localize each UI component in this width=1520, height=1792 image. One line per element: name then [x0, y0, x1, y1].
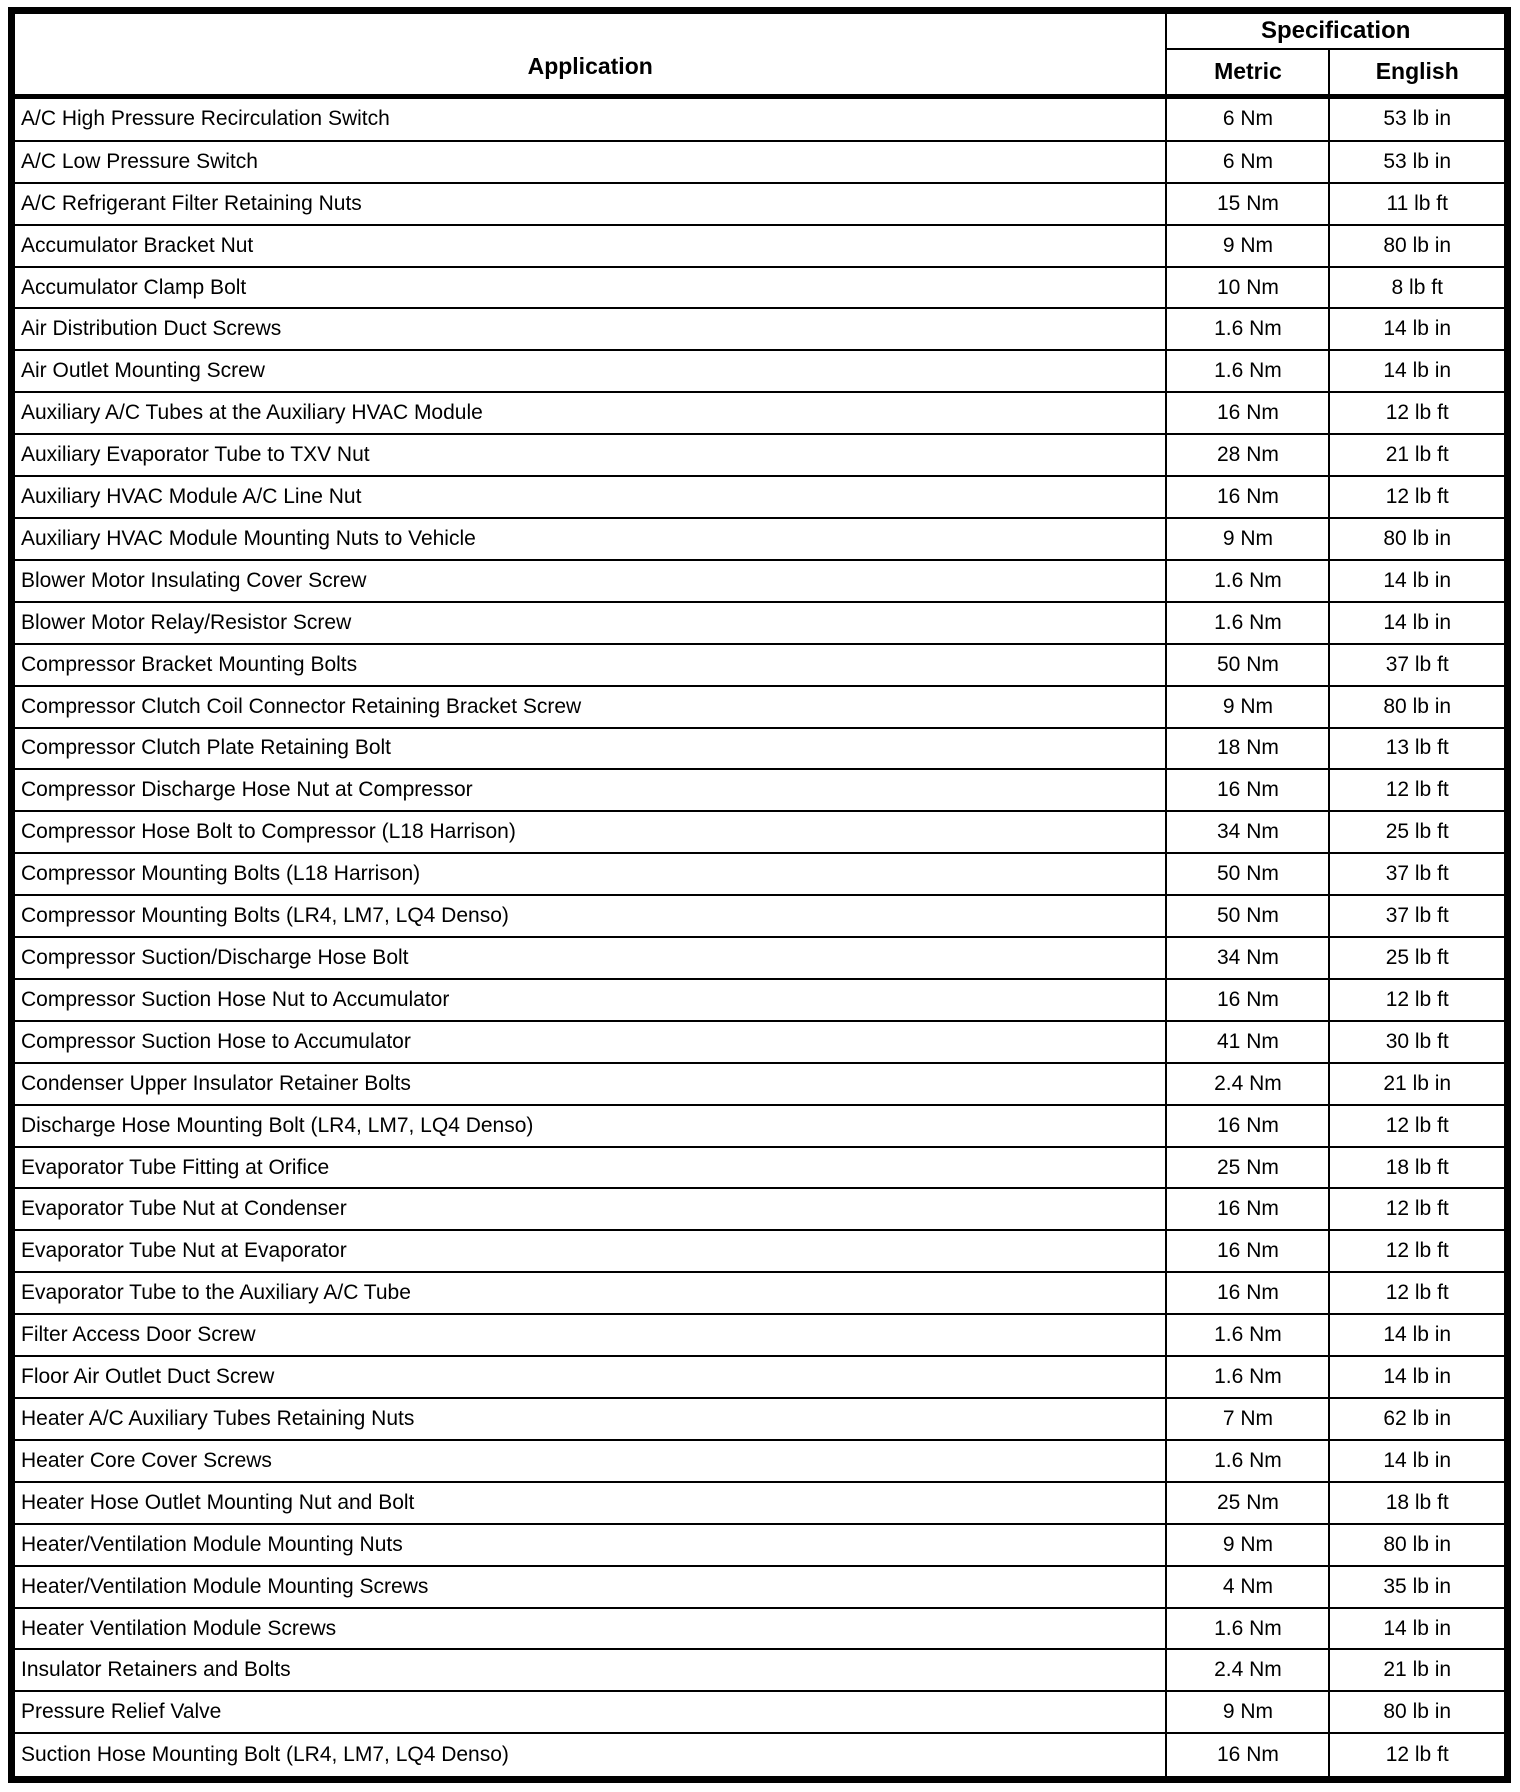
- metric-cell: 34 Nm: [1166, 811, 1329, 853]
- metric-cell: 1.6 Nm: [1166, 1314, 1329, 1356]
- table-row: [12, 895, 1508, 937]
- header-row-specification: [12, 11, 1508, 49]
- application-cell: Discharge Hose Mounting Bolt (LR4, LM7, LQ4 Denso): [12, 1105, 1167, 1147]
- metric-cell: 1.6 Nm: [1166, 1440, 1329, 1482]
- english-cell: 14 lb in: [1329, 308, 1507, 350]
- metric-cell: 16 Nm: [1166, 979, 1329, 1021]
- english-cell: 14 lb in: [1329, 1440, 1507, 1482]
- english-cell: 53 lb in: [1329, 97, 1507, 141]
- metric-cell: 4 Nm: [1166, 1566, 1329, 1608]
- table-row: [12, 644, 1508, 686]
- english-cell: 37 lb ft: [1329, 895, 1507, 937]
- application-cell: Filter Access Door Screw: [12, 1314, 1167, 1356]
- english-cell: 18 lb ft: [1329, 1482, 1507, 1524]
- application-cell: Heater Hose Outlet Mounting Nut and Bolt: [12, 1482, 1167, 1524]
- english-cell: 13 lb ft: [1329, 728, 1507, 770]
- table-row: [12, 1482, 1508, 1524]
- metric-cell: 6 Nm: [1166, 141, 1329, 183]
- table-row: [12, 979, 1508, 1021]
- application-cell: Auxiliary HVAC Module Mounting Nuts to Vehicle: [12, 518, 1167, 560]
- table-row: [12, 1188, 1508, 1230]
- table-row: [12, 1230, 1508, 1272]
- metric-cell: 16 Nm: [1166, 1733, 1329, 1779]
- application-cell: Compressor Suction Hose Nut to Accumulator: [12, 979, 1167, 1021]
- application-cell: Heater Ventilation Module Screws: [12, 1608, 1167, 1650]
- application-cell: Evaporator Tube Nut at Evaporator: [12, 1230, 1167, 1272]
- table-row: [12, 811, 1508, 853]
- table-row: [12, 434, 1508, 476]
- english-column-header: English: [1329, 49, 1507, 97]
- application-cell: A/C High Pressure Recirculation Switch: [12, 97, 1167, 141]
- english-cell: 8 lb ft: [1329, 267, 1507, 309]
- table-row: [12, 97, 1508, 141]
- application-cell: Compressor Bracket Mounting Bolts: [12, 644, 1167, 686]
- english-cell: 35 lb in: [1329, 1566, 1507, 1608]
- specification-column-header: Specification: [1166, 11, 1507, 49]
- metric-cell: 6 Nm: [1166, 97, 1329, 141]
- table-row: [12, 1063, 1508, 1105]
- application-cell: Compressor Suction Hose to Accumulator: [12, 1021, 1167, 1063]
- english-cell: 12 lb ft: [1329, 476, 1507, 518]
- application-column-header: Application: [12, 11, 1167, 97]
- metric-cell: 16 Nm: [1166, 1188, 1329, 1230]
- english-cell: 80 lb in: [1329, 1524, 1507, 1566]
- english-cell: 30 lb ft: [1329, 1021, 1507, 1063]
- metric-cell: 18 Nm: [1166, 728, 1329, 770]
- english-cell: 53 lb in: [1329, 141, 1507, 183]
- metric-cell: 16 Nm: [1166, 1272, 1329, 1314]
- metric-cell: 16 Nm: [1166, 769, 1329, 811]
- metric-cell: 16 Nm: [1166, 392, 1329, 434]
- application-cell: Insulator Retainers and Bolts: [12, 1649, 1167, 1691]
- english-cell: 12 lb ft: [1329, 1105, 1507, 1147]
- table-row: [12, 1691, 1508, 1733]
- table-row: [12, 350, 1508, 392]
- application-cell: Air Outlet Mounting Screw: [12, 350, 1167, 392]
- table-row: [12, 225, 1508, 267]
- english-cell: 14 lb in: [1329, 602, 1507, 644]
- metric-cell: 50 Nm: [1166, 853, 1329, 895]
- table-body: [12, 97, 1508, 1780]
- application-cell: Auxiliary HVAC Module A/C Line Nut: [12, 476, 1167, 518]
- metric-cell: 2.4 Nm: [1166, 1063, 1329, 1105]
- application-cell: Air Distribution Duct Screws: [12, 308, 1167, 350]
- metric-cell: 16 Nm: [1166, 1105, 1329, 1147]
- english-cell: 37 lb ft: [1329, 644, 1507, 686]
- english-cell: 37 lb ft: [1329, 853, 1507, 895]
- english-cell: 62 lb in: [1329, 1398, 1507, 1440]
- english-cell: 21 lb in: [1329, 1649, 1507, 1691]
- english-cell: 12 lb ft: [1329, 392, 1507, 434]
- english-cell: 14 lb in: [1329, 1356, 1507, 1398]
- english-cell: 21 lb ft: [1329, 434, 1507, 476]
- english-cell: 12 lb ft: [1329, 1733, 1507, 1779]
- metric-cell: 1.6 Nm: [1166, 350, 1329, 392]
- application-cell: Accumulator Clamp Bolt: [12, 267, 1167, 309]
- metric-cell: 9 Nm: [1166, 1524, 1329, 1566]
- metric-cell: 9 Nm: [1166, 686, 1329, 728]
- application-cell: Evaporator Tube Nut at Condenser: [12, 1188, 1167, 1230]
- english-cell: 21 lb in: [1329, 1063, 1507, 1105]
- table-row: [12, 1440, 1508, 1482]
- english-cell: 18 lb ft: [1329, 1147, 1507, 1189]
- application-cell: Compressor Hose Bolt to Compressor (L18 Harrison): [12, 811, 1167, 853]
- application-cell: Heater/Ventilation Module Mounting Screws: [12, 1566, 1167, 1608]
- application-cell: Floor Air Outlet Duct Screw: [12, 1356, 1167, 1398]
- english-cell: 12 lb ft: [1329, 769, 1507, 811]
- application-cell: Compressor Discharge Hose Nut at Compressor: [12, 769, 1167, 811]
- application-cell: Auxiliary Evaporator Tube to TXV Nut: [12, 434, 1167, 476]
- torque-spec-table: [8, 7, 1511, 1783]
- table-row: [12, 183, 1508, 225]
- metric-cell: 1.6 Nm: [1166, 602, 1329, 644]
- english-cell: 80 lb in: [1329, 1691, 1507, 1733]
- table-row: [12, 1733, 1508, 1779]
- table-row: [12, 308, 1508, 350]
- table-row: [12, 1356, 1508, 1398]
- metric-cell: 9 Nm: [1166, 518, 1329, 560]
- english-cell: 80 lb in: [1329, 686, 1507, 728]
- metric-cell: 28 Nm: [1166, 434, 1329, 476]
- application-cell: Heater Core Cover Screws: [12, 1440, 1167, 1482]
- table-row: [12, 1272, 1508, 1314]
- metric-cell: 16 Nm: [1166, 476, 1329, 518]
- table-header: [12, 11, 1508, 97]
- metric-cell: 50 Nm: [1166, 644, 1329, 686]
- metric-cell: 1.6 Nm: [1166, 1608, 1329, 1650]
- table-row: [12, 1021, 1508, 1063]
- english-cell: 80 lb in: [1329, 225, 1507, 267]
- metric-cell: 15 Nm: [1166, 183, 1329, 225]
- table-row: [12, 769, 1508, 811]
- table-row: [12, 392, 1508, 434]
- table-row: [12, 560, 1508, 602]
- application-cell: Evaporator Tube Fitting at Orifice: [12, 1147, 1167, 1189]
- application-cell: Pressure Relief Valve: [12, 1691, 1167, 1733]
- application-cell: Condenser Upper Insulator Retainer Bolts: [12, 1063, 1167, 1105]
- application-cell: Compressor Mounting Bolts (L18 Harrison): [12, 853, 1167, 895]
- application-cell: Accumulator Bracket Nut: [12, 225, 1167, 267]
- metric-cell: 41 Nm: [1166, 1021, 1329, 1063]
- table-row: [12, 1398, 1508, 1440]
- metric-cell: 9 Nm: [1166, 225, 1329, 267]
- table-row: [12, 1105, 1508, 1147]
- metric-cell: 2.4 Nm: [1166, 1649, 1329, 1691]
- table-row: [12, 1608, 1508, 1650]
- application-cell: Heater/Ventilation Module Mounting Nuts: [12, 1524, 1167, 1566]
- application-cell: Evaporator Tube to the Auxiliary A/C Tube: [12, 1272, 1167, 1314]
- metric-cell: 34 Nm: [1166, 937, 1329, 979]
- metric-cell: 1.6 Nm: [1166, 560, 1329, 602]
- table-row: [12, 141, 1508, 183]
- table-row: [12, 853, 1508, 895]
- english-cell: 12 lb ft: [1329, 979, 1507, 1021]
- english-cell: 14 lb in: [1329, 350, 1507, 392]
- english-cell: 12 lb ft: [1329, 1230, 1507, 1272]
- application-cell: Blower Motor Insulating Cover Screw: [12, 560, 1167, 602]
- table-row: [12, 1524, 1508, 1566]
- application-cell: A/C Refrigerant Filter Retaining Nuts: [12, 183, 1167, 225]
- table-row: [12, 267, 1508, 309]
- application-cell: Compressor Mounting Bolts (LR4, LM7, LQ4 Denso): [12, 895, 1167, 937]
- metric-cell: 9 Nm: [1166, 1691, 1329, 1733]
- metric-column-header: Metric: [1166, 49, 1329, 97]
- metric-cell: 1.6 Nm: [1166, 1356, 1329, 1398]
- table-row: [12, 1147, 1508, 1189]
- english-cell: 80 lb in: [1329, 518, 1507, 560]
- metric-cell: 25 Nm: [1166, 1147, 1329, 1189]
- english-cell: 14 lb in: [1329, 1314, 1507, 1356]
- metric-cell: 7 Nm: [1166, 1398, 1329, 1440]
- application-cell: Compressor Clutch Plate Retaining Bolt: [12, 728, 1167, 770]
- english-cell: 14 lb in: [1329, 560, 1507, 602]
- application-cell: Heater A/C Auxiliary Tubes Retaining Nuts: [12, 1398, 1167, 1440]
- metric-cell: 25 Nm: [1166, 1482, 1329, 1524]
- metric-cell: 10 Nm: [1166, 267, 1329, 309]
- application-cell: A/C Low Pressure Switch: [12, 141, 1167, 183]
- table-row: [12, 686, 1508, 728]
- table-row: [12, 728, 1508, 770]
- application-cell: Compressor Clutch Coil Connector Retaining Bracket Screw: [12, 686, 1167, 728]
- english-cell: 11 lb ft: [1329, 183, 1507, 225]
- english-cell: 25 lb ft: [1329, 811, 1507, 853]
- metric-cell: 16 Nm: [1166, 1230, 1329, 1272]
- english-cell: 12 lb ft: [1329, 1272, 1507, 1314]
- table-row: [12, 518, 1508, 560]
- table-row: [12, 1649, 1508, 1691]
- table-row: [12, 602, 1508, 644]
- english-cell: 12 lb ft: [1329, 1188, 1507, 1230]
- metric-cell: 1.6 Nm: [1166, 308, 1329, 350]
- metric-cell: 50 Nm: [1166, 895, 1329, 937]
- application-cell: Suction Hose Mounting Bolt (LR4, LM7, LQ4 Denso): [12, 1733, 1167, 1779]
- english-cell: 25 lb ft: [1329, 937, 1507, 979]
- english-cell: 14 lb in: [1329, 1608, 1507, 1650]
- table-row: [12, 937, 1508, 979]
- application-cell: Auxiliary A/C Tubes at the Auxiliary HVAC Module: [12, 392, 1167, 434]
- table-row: [12, 1314, 1508, 1356]
- application-cell: Blower Motor Relay/Resistor Screw: [12, 602, 1167, 644]
- application-cell: Compressor Suction/Discharge Hose Bolt: [12, 937, 1167, 979]
- table-row: [12, 476, 1508, 518]
- table-row: [12, 1566, 1508, 1608]
